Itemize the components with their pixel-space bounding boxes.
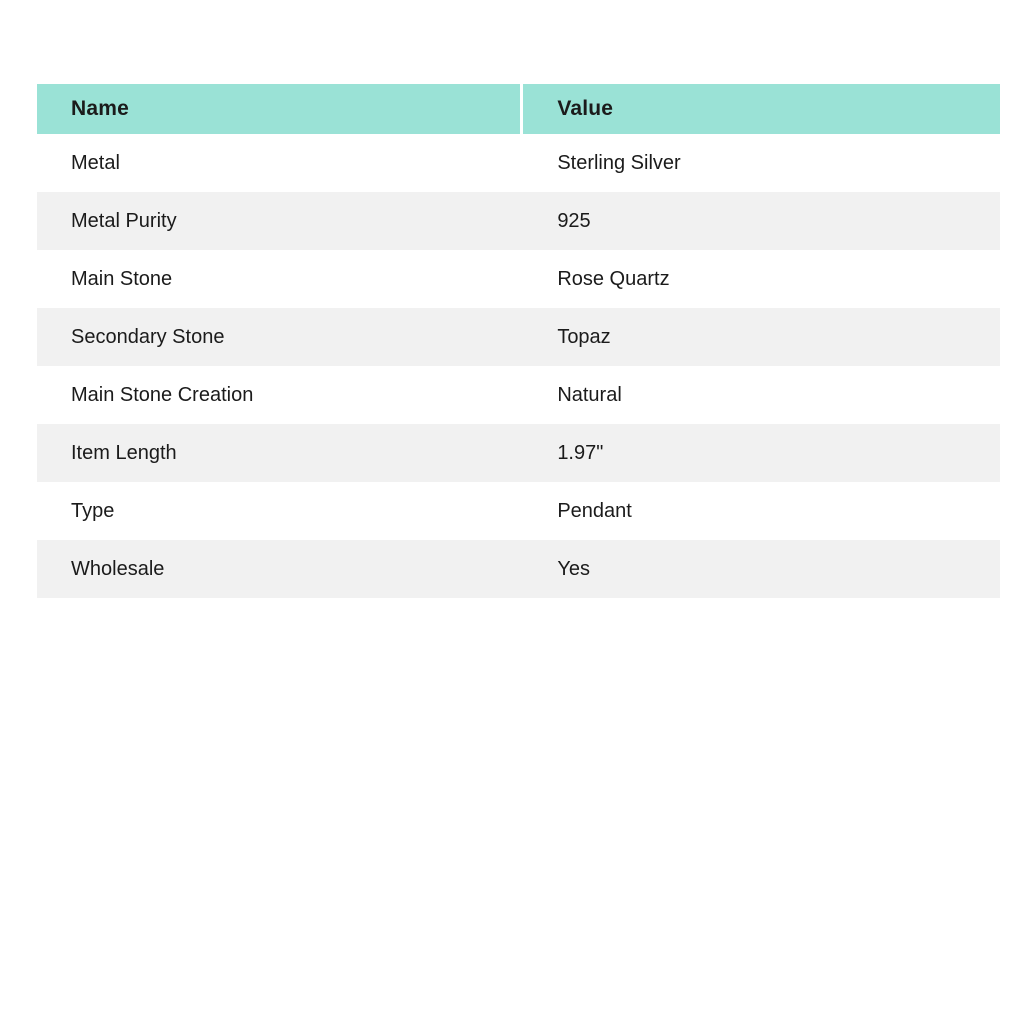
- attribute-name-cell: Main Stone: [37, 250, 523, 308]
- table-row: [37, 482, 1000, 540]
- attribute-name-cell: Type: [37, 482, 523, 540]
- attribute-name-cell: Secondary Stone: [37, 308, 523, 366]
- table-row: [37, 250, 1000, 308]
- attribute-name-cell: Metal: [37, 134, 523, 192]
- attribute-value-cell: Pendant: [523, 482, 1000, 540]
- attribute-value-cell: Topaz: [523, 308, 1000, 366]
- attribute-value-cell: 1.97": [523, 424, 1000, 482]
- table-row: [37, 192, 1000, 250]
- table-header: [37, 84, 1000, 134]
- attributes-table: [37, 84, 1000, 598]
- attribute-value-cell: Sterling Silver: [523, 134, 1000, 192]
- attribute-value-cell: Yes: [523, 540, 1000, 598]
- table-row: [37, 366, 1000, 424]
- attribute-value-cell: Natural: [523, 366, 1000, 424]
- header-cell-name: Name: [37, 84, 523, 134]
- attribute-name-cell: Wholesale: [37, 540, 523, 598]
- attribute-value-cell: Rose Quartz: [523, 250, 1000, 308]
- table-row: [37, 308, 1000, 366]
- table-body: [37, 134, 1000, 598]
- header-row: [37, 84, 1000, 134]
- attribute-name-cell: Metal Purity: [37, 192, 523, 250]
- table-row: [37, 134, 1000, 192]
- table-row: [37, 424, 1000, 482]
- header-cell-value: Value: [523, 84, 1000, 134]
- product-spec-table: [37, 84, 1000, 598]
- attribute-name-cell: Main Stone Creation: [37, 366, 523, 424]
- attribute-name-cell: Item Length: [37, 424, 523, 482]
- attribute-value-cell: 925: [523, 192, 1000, 250]
- table-row: [37, 540, 1000, 598]
